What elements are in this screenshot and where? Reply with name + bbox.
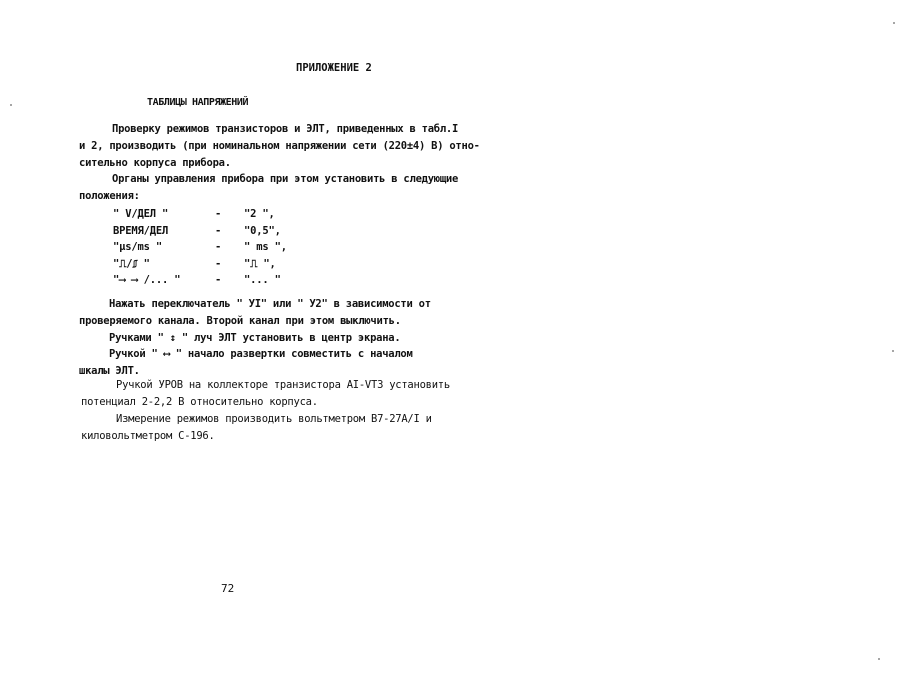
setting-dash: -: [215, 274, 222, 286]
setting-value: "... ": [244, 274, 281, 286]
setting-control: "⎍/⎎ ": [113, 258, 150, 270]
section-title: ТАБЛИЦЫ НАПРЯЖЕНИЙ: [147, 97, 249, 108]
setting-control: "µs/ms ": [113, 241, 162, 253]
paragraph-6-line-1: Ручкой УРОВ на коллекторе транзистора АI-VТЗ установить: [116, 379, 450, 391]
appendix-title: ПРИЛОЖЕНИЕ 2: [296, 62, 372, 74]
setting-dash: -: [215, 241, 222, 253]
setting-dash: -: [215, 258, 222, 270]
setting-control: "⟶ ⟶ /... ": [113, 274, 181, 286]
paragraph-3-line-1: Нажать переключатель " УI" или " У2" в зависимости от: [109, 298, 431, 310]
setting-control: " V/ДЕЛ ": [113, 208, 169, 220]
paragraph-7-line-2: киловольтметром С-196.: [81, 430, 215, 442]
paragraph-7-line-1: Измерение режимов производить вольтметром В7-27А/I и: [116, 413, 432, 425]
setting-control: ВРЕМЯ/ДЕЛ: [113, 225, 169, 237]
paragraph-2-line-1: Органы управления прибора при этом установить в следующие: [112, 173, 459, 185]
setting-value: " ms ",: [244, 241, 287, 253]
paragraph-5-line-1: Ручкой " ⟷ " начало развертки совместить с началом: [109, 348, 413, 360]
setting-dash: -: [215, 225, 222, 237]
setting-dash: -: [215, 208, 222, 220]
setting-value: "2 ",: [244, 208, 275, 220]
paragraph-1-line-3: сительно корпуса прибора.: [79, 157, 231, 169]
scan-speck: [10, 104, 12, 106]
setting-value: "⎍ ",: [244, 258, 276, 270]
paragraph-1-line-2: и 2, производить (при номинальном напряжении сети (220±4) В) отно-: [79, 140, 480, 152]
paragraph-6-line-2: потенциал 2-2,2 В относительно корпуса.: [81, 396, 318, 408]
paragraph-4: Ручками " ↕ " луч ЭЛТ установить в центр экрана.: [109, 332, 401, 344]
scan-speck: [893, 22, 895, 24]
paragraph-3-line-2: проверяемого канала. Второй канал при этом выключить.: [79, 315, 401, 327]
scan-speck: [878, 658, 880, 660]
paragraph-5-line-2: шкалы ЭЛТ.: [79, 365, 140, 377]
page-number: 72: [221, 582, 235, 595]
paragraph-2-line-2: положения:: [79, 190, 140, 202]
scan-speck: [892, 350, 894, 352]
setting-value: "0,5",: [244, 225, 281, 237]
paragraph-1-line-1: Проверку режимов транзисторов и ЭЛТ, приведенных в табл.I: [112, 123, 459, 135]
